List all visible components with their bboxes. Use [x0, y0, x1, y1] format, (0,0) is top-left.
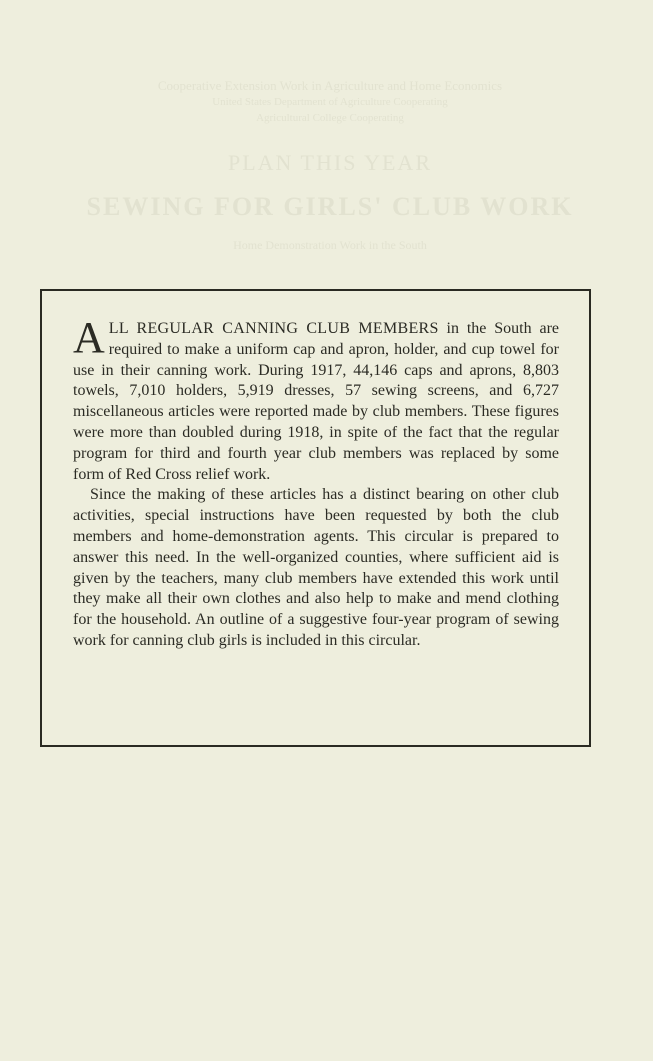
paragraph-1 — [73, 313, 559, 485]
lead-caps: LL REGULAR CANNING CLUB MEMBERS — [108, 320, 439, 337]
paragraph-2: Since the making of these articles has a distinct bearing on other club activities, special instructions have been requested by both the club members and home-demonstration agents. This circular is prepared to answer this need. In the well-organized counties, where sufficient aid is given by the teachers, many club members have extended this work until they make all their own clothes and also help to make and mend clothing for the household. An outline of a suggestive four-year program of sewing work for canning club girls is included in this circular. — [73, 486, 559, 649]
article-body — [73, 313, 559, 652]
drop-cap: A — [73, 313, 105, 362]
bleed-through-line-1: Cooperative Extension Work in Agriculture and Home Economics — [157, 78, 503, 93]
bleed-through-line-2: United States Department of Agriculture Cooperating — [212, 96, 448, 108]
bleed-through-line-4: PLAN THIS YEAR — [227, 150, 432, 175]
bleed-through-line-3: Agricultural College Cooperating — [256, 112, 404, 124]
bleed-through-line-6: Home Demonstration Work in the South — [233, 238, 427, 252]
paragraph-1-text: in the South are required to make a uniform cap and apron, holder, and cup towel for use in their canning work. During 1917, 44,146 caps and aprons, 8,803 towels, 7,010 holders, 5,919 dresses, 57 sewing screens, and 6,727 miscellaneous articles were reported made by club members. These figures were more than doubled during 1918, in spite of the fact that the regular program for third and fourth year club members was replaced by some form of Red Cross relief work. — [73, 320, 559, 483]
bleed-through-line-5: SEWING FOR GIRLS' CLUB WORK — [86, 192, 574, 221]
